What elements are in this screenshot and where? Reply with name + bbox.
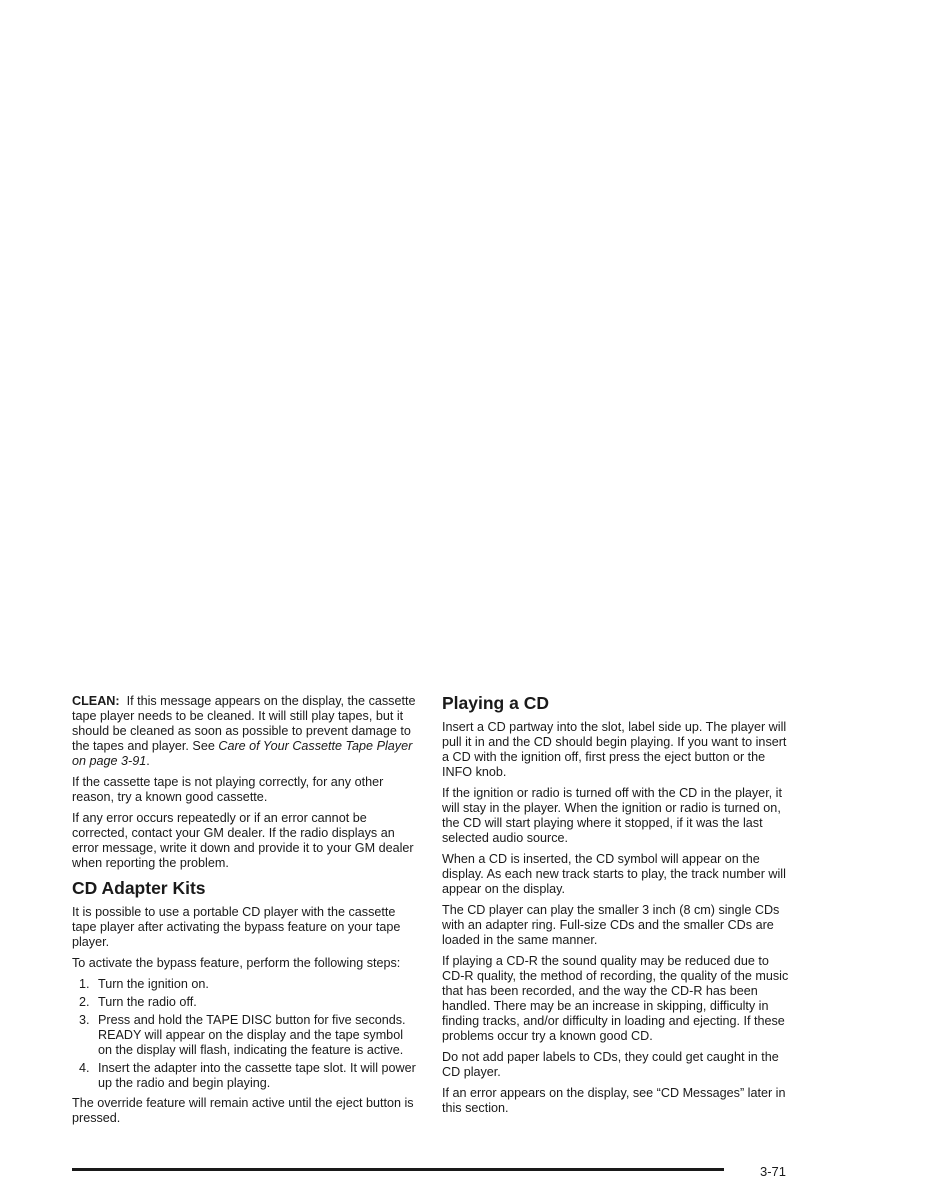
paragraph: If an error appears on the display, see “CD Messages” later in this section.	[442, 1086, 786, 1115]
section-heading: Playing a CD	[442, 693, 549, 713]
footer-rule	[72, 1168, 724, 1171]
step-number: 3.	[79, 1013, 90, 1027]
clean-label: CLEAN:	[72, 694, 120, 708]
page-number: 3-71	[760, 1164, 787, 1179]
step-number: 2.	[79, 995, 90, 1009]
right-column	[442, 692, 792, 1122]
step-text: Turn the radio off.	[98, 995, 197, 1009]
paragraph: To activate the bypass feature, perform the following steps:	[72, 956, 401, 970]
step-text: Press and hold the TAPE DISC button for five seconds. READY will appear on the display and the tape symbol on the display will flash, indicating the feature is active.	[98, 1013, 406, 1057]
clean-end: .	[146, 754, 150, 768]
paragraph: When a CD is inserted, the CD symbol will appear on the display. As each new track starts to play, the track number will appear on the display.	[442, 852, 786, 896]
paragraph: It is possible to use a portable CD player with the cassette tape player after activating the bypass feature on your tape player.	[72, 905, 401, 949]
paragraph: Do not add paper labels to CDs, they could get caught in the CD player.	[442, 1050, 779, 1079]
clean-paragraph	[72, 694, 418, 769]
paragraph: If the cassette tape is not playing correctly, for any other reason, try a known good cassette.	[72, 775, 384, 804]
paragraph: If any error occurs repeatedly or if an error cannot be corrected, contact your GM dealer. If the radio displays an error message, write it down and provide it to your GM dealer when reporting the problem.	[72, 811, 414, 870]
list-item	[72, 1013, 418, 1058]
step-number: 4.	[79, 1061, 90, 1075]
paragraph: The CD player can play the smaller 3 inch (8 cm) single CDs with an adapter ring. Full-size CDs and the smaller CDs are loaded in the same manner.	[442, 903, 780, 947]
paragraph: If playing a CD-R the sound quality may be reduced due to CD-R quality, the method of recording, the quality of the music that has been recorded, and the way the CD-R has been handled. There may be an increase in skipping, difficulty in finding tracks, and/or difficulty in loading and ejecting. If these problems occur try a known good CD.	[442, 954, 789, 1043]
list-item	[72, 995, 418, 1010]
step-text: Insert the adapter into the cassette tape slot. It will power up the radio and begin playing.	[98, 1061, 416, 1090]
section-heading: CD Adapter Kits	[72, 878, 206, 898]
steps-list	[72, 977, 418, 1091]
paragraph: Insert a CD partway into the slot, label side up. The player will pull it in and the CD should begin playing. If you want to insert a CD with the ignition off, first press the eject button or the INFO knob.	[442, 720, 787, 779]
left-column	[72, 694, 418, 1132]
cross-reference: Care of Your Cassette Tape Player on page 3-91	[72, 739, 413, 768]
paragraph: If the ignition or radio is turned off with the CD in the player, it will stay in the player. When the ignition or radio is turned on, the CD will start playing where it stopped, if it was the last selected audio source.	[442, 786, 782, 845]
paragraph: The override feature will remain active until the eject button is pressed.	[72, 1096, 414, 1125]
step-text: Turn the ignition on.	[98, 977, 209, 991]
clean-text: If this message appears on the display, the cassette tape player needs to be cleaned. It will still play tapes, but it should be cleaned as soon as possible to prevent damage to the tapes and player. See	[72, 694, 416, 753]
list-item	[72, 977, 418, 992]
list-item	[72, 1061, 418, 1091]
step-number: 1.	[79, 977, 90, 991]
